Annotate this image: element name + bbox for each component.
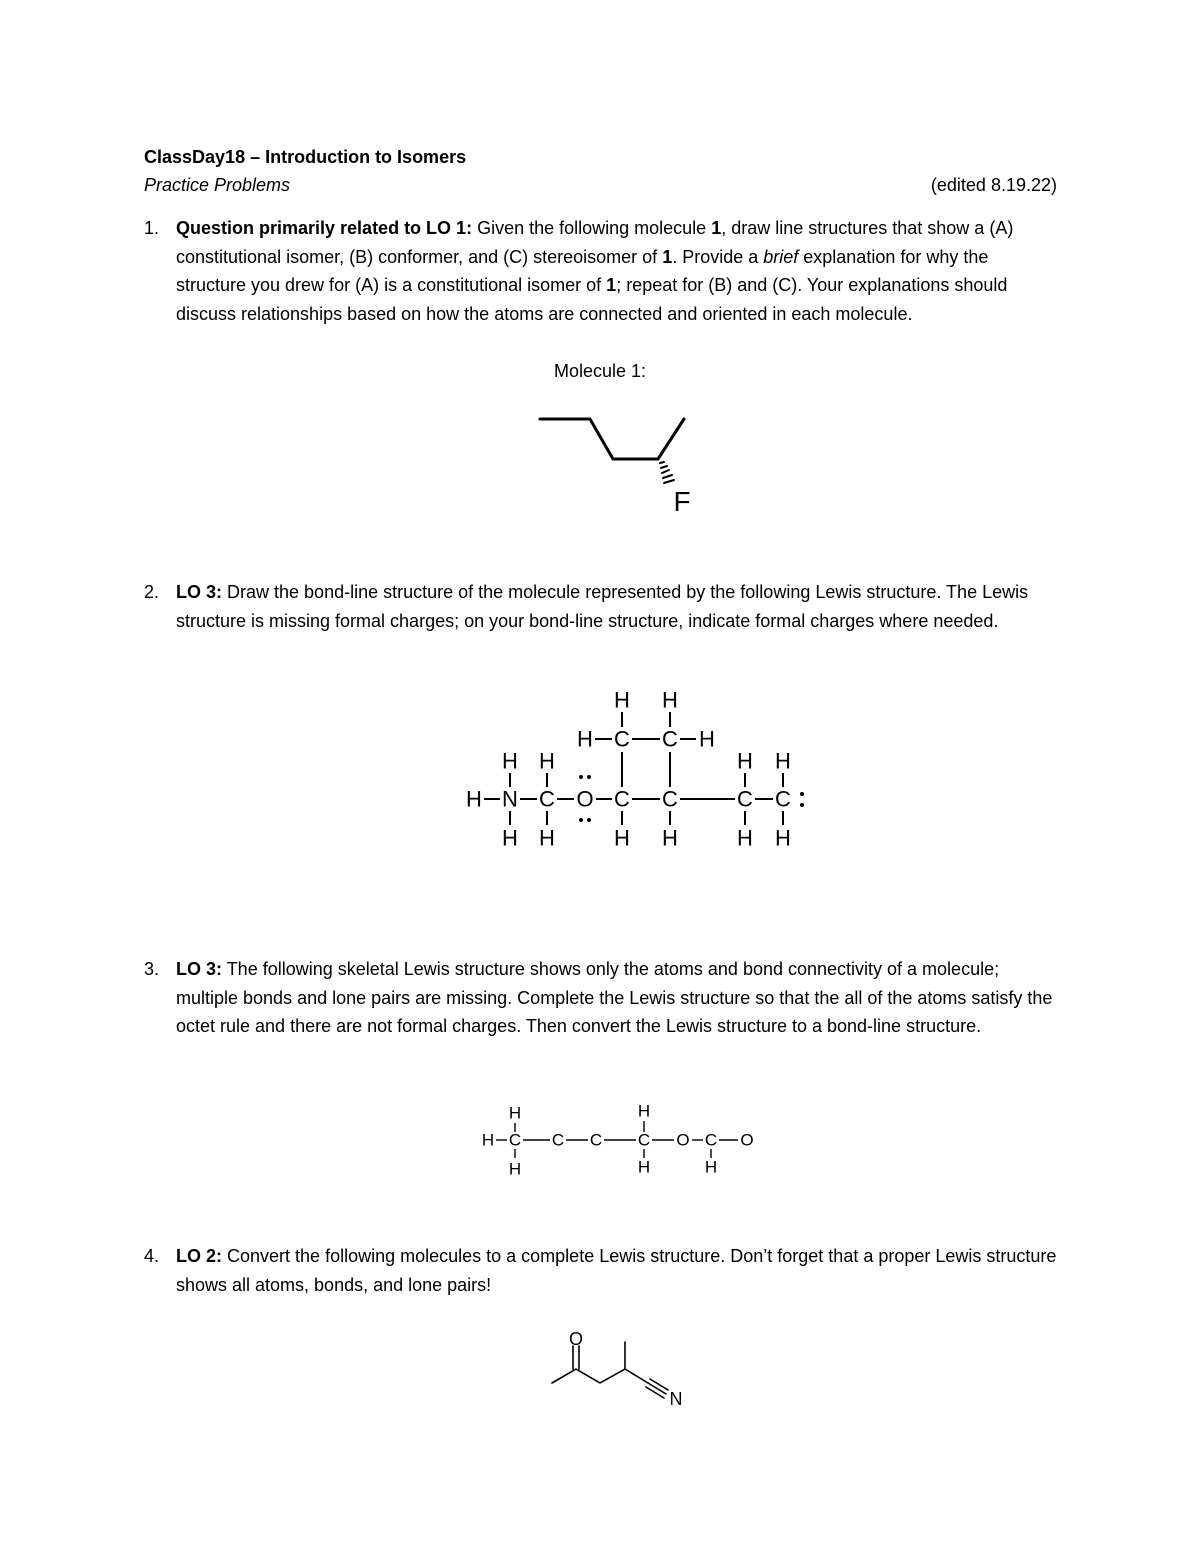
atom-h: H [502, 825, 518, 851]
atom-h: H [637, 1101, 651, 1121]
atom-f: F [673, 486, 691, 517]
edited-date: (edited 8.19.22) [930, 175, 1057, 195]
q1-mol-ref: 1 [711, 218, 722, 238]
atom-h: H [775, 825, 791, 851]
atom-h: H [699, 726, 715, 752]
atom-h: H [508, 1103, 522, 1123]
atom-o: O [576, 786, 594, 812]
q1-text-c: . Provide a [672, 246, 764, 267]
molecule-1-label: Molecule 1: [553, 361, 647, 381]
atom-h: H [614, 825, 630, 851]
q1-text-d: explanation for why the structure you drew for (A) is a constitutional isomer of [176, 246, 989, 295]
page-subtitle: Practice Problems [144, 175, 291, 195]
atom-h: H [775, 748, 791, 774]
atom-h: H [539, 748, 555, 774]
atom-c: C [637, 1130, 651, 1150]
atom-c: C [551, 1130, 565, 1150]
question-1-number: 1. [144, 218, 160, 238]
atom-c: C [775, 786, 791, 812]
atom-h: H [502, 748, 518, 774]
molecule-q4-skeleton [552, 1369, 648, 1383]
q1-brief: brief [763, 246, 799, 267]
atom-c: C [539, 786, 555, 812]
atom-h: H [637, 1157, 651, 1177]
atom-h: H [466, 786, 482, 812]
atom-h: H [737, 825, 753, 851]
q1-mol-ref-2: 1 [662, 246, 673, 267]
question-1-label: Question primarily related to LO 1: [176, 218, 473, 238]
atom-o: O [740, 1130, 754, 1150]
question-3-label: LO 3: [176, 959, 223, 979]
atom-c: C [662, 786, 678, 812]
atom-h: H [737, 748, 753, 774]
atom-h: H [614, 687, 630, 713]
q2-text: Draw the bond-line structure of the molecule represented by the following Lewis structure. The Lewis structure is missing formal charges; on your bond-line structure, indicate formal charges where needed. [176, 582, 1029, 631]
q3-text: The following skeletal Lewis structure shows only the atoms and bond connectivity of a molecule; multiple bonds and lone pairs are missing. Complete the Lewis structure so that the all of the atoms satisfy the octet rule and there are not formal charges. Then convert the Lewis structure to a bond-line structure. [176, 959, 1053, 1036]
atom-n: N [669, 1389, 683, 1409]
atom-h: H [662, 687, 678, 713]
atom-h: H [577, 726, 593, 752]
atom-h: H [662, 825, 678, 851]
atom-c: C [614, 726, 630, 752]
atom-c: C [614, 786, 630, 812]
atom-h: H [704, 1157, 718, 1177]
question-3-number: 3. [144, 959, 160, 979]
atom-n: N [502, 786, 518, 812]
question-2-number: 2. [144, 582, 160, 602]
atom-h: H [539, 825, 555, 851]
atom-c: C [737, 786, 753, 812]
question-4-label: LO 2: [176, 1246, 223, 1266]
atom-c: C [589, 1130, 603, 1150]
atom-c: C [508, 1130, 522, 1150]
q1-text-e: ; repeat for (B) and (C). Your explanations should discuss relationships based on how the atoms are connected and oriented in each molecule. [176, 275, 1008, 324]
page-title: ClassDay18 – Introduction to Isomers [144, 147, 467, 167]
q4-text: Convert the following molecules to a complete Lewis structure. Don’t forget that a proper Lewis structure shows all atoms, bonds, and lone pairs! [176, 1246, 1057, 1295]
question-2-label: LO 3: [176, 582, 223, 602]
q1-text-a: Given the following molecule [472, 218, 712, 238]
atom-o: O [676, 1130, 690, 1150]
atom-c: C [662, 726, 678, 752]
atom-c: C [704, 1130, 718, 1150]
q1-mol-ref-3: 1 [606, 275, 617, 295]
atom-h: H [481, 1130, 495, 1150]
atom-h: H [508, 1159, 522, 1179]
q1-text-b: , draw line structures that show a (A) constitutional isomer, (B) conformer, and (C) stereoisomer of [176, 218, 1014, 267]
atom-o: O [568, 1329, 584, 1349]
question-4-number: 4. [144, 1246, 160, 1266]
